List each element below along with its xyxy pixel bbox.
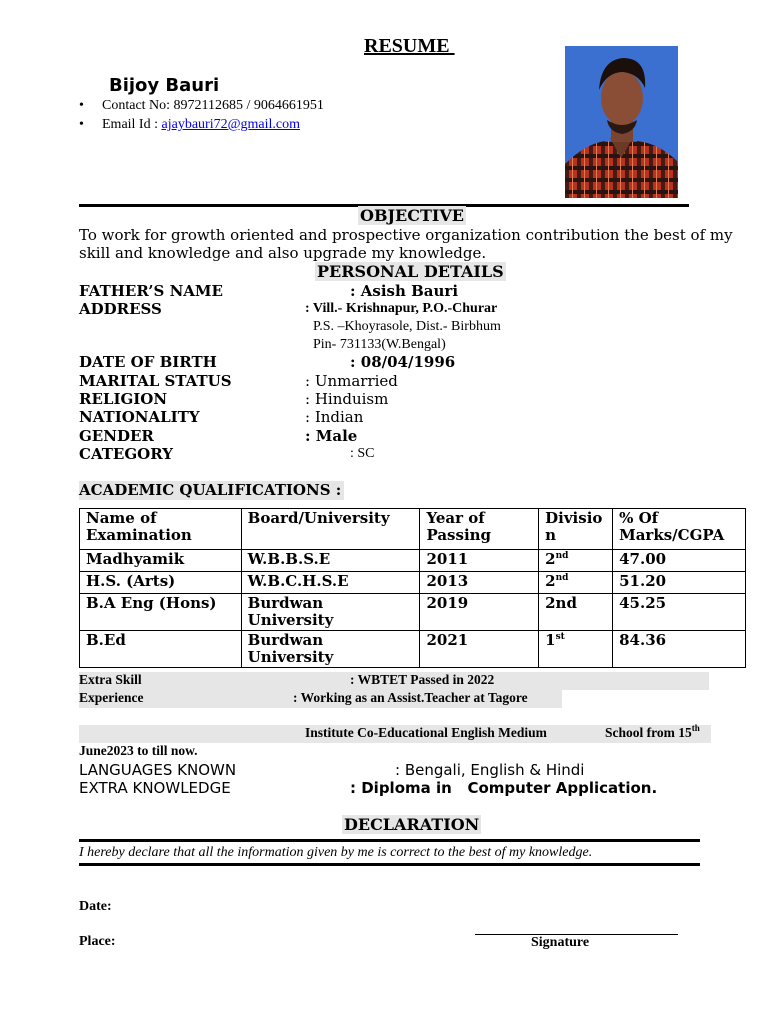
header-year: [420, 509, 539, 550]
header-year-line-1: Year of: [426, 509, 485, 527]
division-suffix: st: [555, 632, 565, 642]
cell-exam: B.Ed: [80, 631, 242, 668]
declaration-text: I hereby declare that all the information given by me is correct to the best of my knowledge.: [79, 845, 593, 860]
declaration-heading: DECLARATION: [344, 815, 480, 834]
division-suffix: nd: [555, 573, 569, 583]
resume-title: RESUME: [364, 35, 455, 57]
objective-heading: OBJECTIVE: [360, 206, 464, 225]
experience-date-suffix: th: [691, 723, 700, 733]
religion-label: RELIGION: [79, 390, 168, 408]
nationality-value: : Indian: [305, 408, 364, 426]
fathers-name-label: FATHER’S NAME: [79, 282, 223, 300]
academic-table: [79, 508, 746, 668]
board-line-1: Burdwan: [247, 631, 324, 649]
experience-value-1: : Working as an Assist.Teacher at Tagore: [293, 690, 528, 705]
contact-email: [79, 115, 324, 134]
cell-year: 2021: [420, 631, 539, 668]
division-suffix: nd: [555, 551, 569, 561]
board-line-1: Burdwan: [247, 594, 324, 612]
division-value: 1: [545, 631, 556, 649]
cell-exam: Madhyamik: [80, 550, 242, 572]
cell-exam: H.S. (Arts): [80, 572, 242, 594]
experience-row: [79, 690, 562, 708]
declaration-top-rule: [79, 839, 700, 842]
cell-year: 2011: [420, 550, 539, 572]
table-row: [80, 631, 746, 668]
fathers-name-value: : Asish Bauri: [350, 282, 459, 300]
header-division-line-2: n: [545, 526, 557, 544]
division-value: 2: [545, 550, 556, 568]
cell-division: [539, 631, 613, 668]
cell-division: [539, 594, 613, 631]
signature-label: Signature: [531, 935, 590, 950]
header-exam: [80, 509, 242, 550]
personal-details-heading: PERSONAL DETAILS: [317, 262, 504, 281]
board-line-2: University: [247, 611, 334, 629]
academic-heading: ACADEMIC QUALIFICATIONS :: [79, 481, 344, 500]
extra-skill-label: Extra Skill: [79, 672, 142, 687]
header-marks-line-1: % Of: [619, 509, 659, 527]
header-division: [539, 509, 613, 550]
header-board-text: Board/University: [247, 509, 390, 527]
cell-marks: 51.20: [613, 572, 746, 594]
declaration-bottom-rule: [79, 863, 700, 866]
cell-division: [539, 550, 613, 572]
header-exam-line-1: Name of: [86, 509, 157, 527]
gender-value: : Male: [305, 427, 358, 445]
gender-label: GENDER: [79, 427, 154, 445]
cell-board: W.B.B.S.E: [241, 550, 420, 572]
board-line-2: University: [247, 648, 334, 666]
address-line-1: [305, 300, 497, 318]
table-header-row: [80, 509, 746, 550]
extra-knowledge-label: EXTRA KNOWLEDGE: [79, 779, 231, 797]
table-row: [80, 572, 746, 594]
header-year-line-2: Passing: [426, 526, 492, 544]
contact-list: [79, 96, 324, 134]
experience-value-4: June2023 to till now.: [79, 743, 198, 758]
languages-value: : Bengali, English & Hindi: [395, 761, 585, 779]
extra-skill-value: : WBTET Passed in 2022: [350, 672, 495, 687]
dob-label: DATE OF BIRTH: [79, 353, 217, 371]
place-label: Place:: [79, 934, 116, 949]
email-link[interactable]: ajaybauri72@gmail.com: [161, 117, 300, 132]
marital-value: : Unmarried: [305, 372, 398, 390]
table-row: [80, 594, 746, 631]
header-board: [241, 509, 420, 550]
cell-division: [539, 572, 613, 594]
cell-marks: 45.25: [613, 594, 746, 631]
dob-value: : 08/04/1996: [350, 353, 456, 371]
division-value: 2nd: [545, 594, 577, 612]
candidate-name: Bijoy Bauri: [109, 75, 220, 96]
marital-label: MARITAL STATUS: [79, 372, 232, 390]
address-line-3: Pin- 731133(W.Bengal): [313, 337, 446, 352]
phone-text: Contact No: 8972112685 / 9064661951: [102, 98, 324, 113]
nationality-label: NATIONALITY: [79, 408, 200, 426]
header-exam-line-2: Examination: [86, 526, 192, 544]
cell-marks: 47.00: [613, 550, 746, 572]
address-label: ADDRESS: [79, 300, 162, 318]
experience-date-text: School from 15: [605, 725, 692, 740]
header-marks-line-2: Marks/CGPA: [619, 526, 725, 544]
cell-board: [241, 594, 420, 631]
objective-line-2: skill and knowledge and also upgrade my knowledge.: [79, 244, 487, 262]
division-value: 2: [545, 572, 556, 590]
address-colon-text: : Vill.- Krishnapur, P.O.-Churar: [305, 301, 498, 316]
profile-photo-image: [565, 46, 678, 198]
cell-board: [241, 631, 420, 668]
religion-value: : Hinduism: [305, 390, 389, 408]
contact-phone: [79, 96, 324, 115]
address-line-2: P.S. –Khoyrasole, Dist.- Birbhum: [313, 319, 501, 334]
category-value: : SC: [350, 446, 375, 461]
cell-year: 2013: [420, 572, 539, 594]
extra-skill-row: [79, 672, 709, 690]
date-label: Date:: [79, 899, 112, 914]
cell-marks: 84.36: [613, 631, 746, 668]
category-label: CATEGORY: [79, 445, 173, 463]
extra-knowledge-value: : Diploma in Computer Application.: [350, 779, 658, 797]
experience-continued-row: [79, 725, 711, 743]
email-label: Email Id :: [102, 117, 162, 132]
experience-value-3: [605, 725, 700, 741]
experience-value-2: Institute Co-Educational English Medium: [305, 725, 547, 740]
table-row: [80, 550, 746, 572]
languages-label: LANGUAGES KNOWN: [79, 761, 237, 779]
header-marks: [613, 509, 746, 550]
objective-line-1: To work for growth oriented and prospective organization contribution the best of my: [79, 226, 733, 244]
profile-photo: [565, 46, 678, 198]
header-division-line-1: Divisio: [545, 509, 603, 527]
cell-year: 2019: [420, 594, 539, 631]
cell-exam: B.A Eng (Hons): [80, 594, 242, 631]
experience-label: Experience: [79, 690, 144, 705]
cell-board: W.B.C.H.S.E: [241, 572, 420, 594]
